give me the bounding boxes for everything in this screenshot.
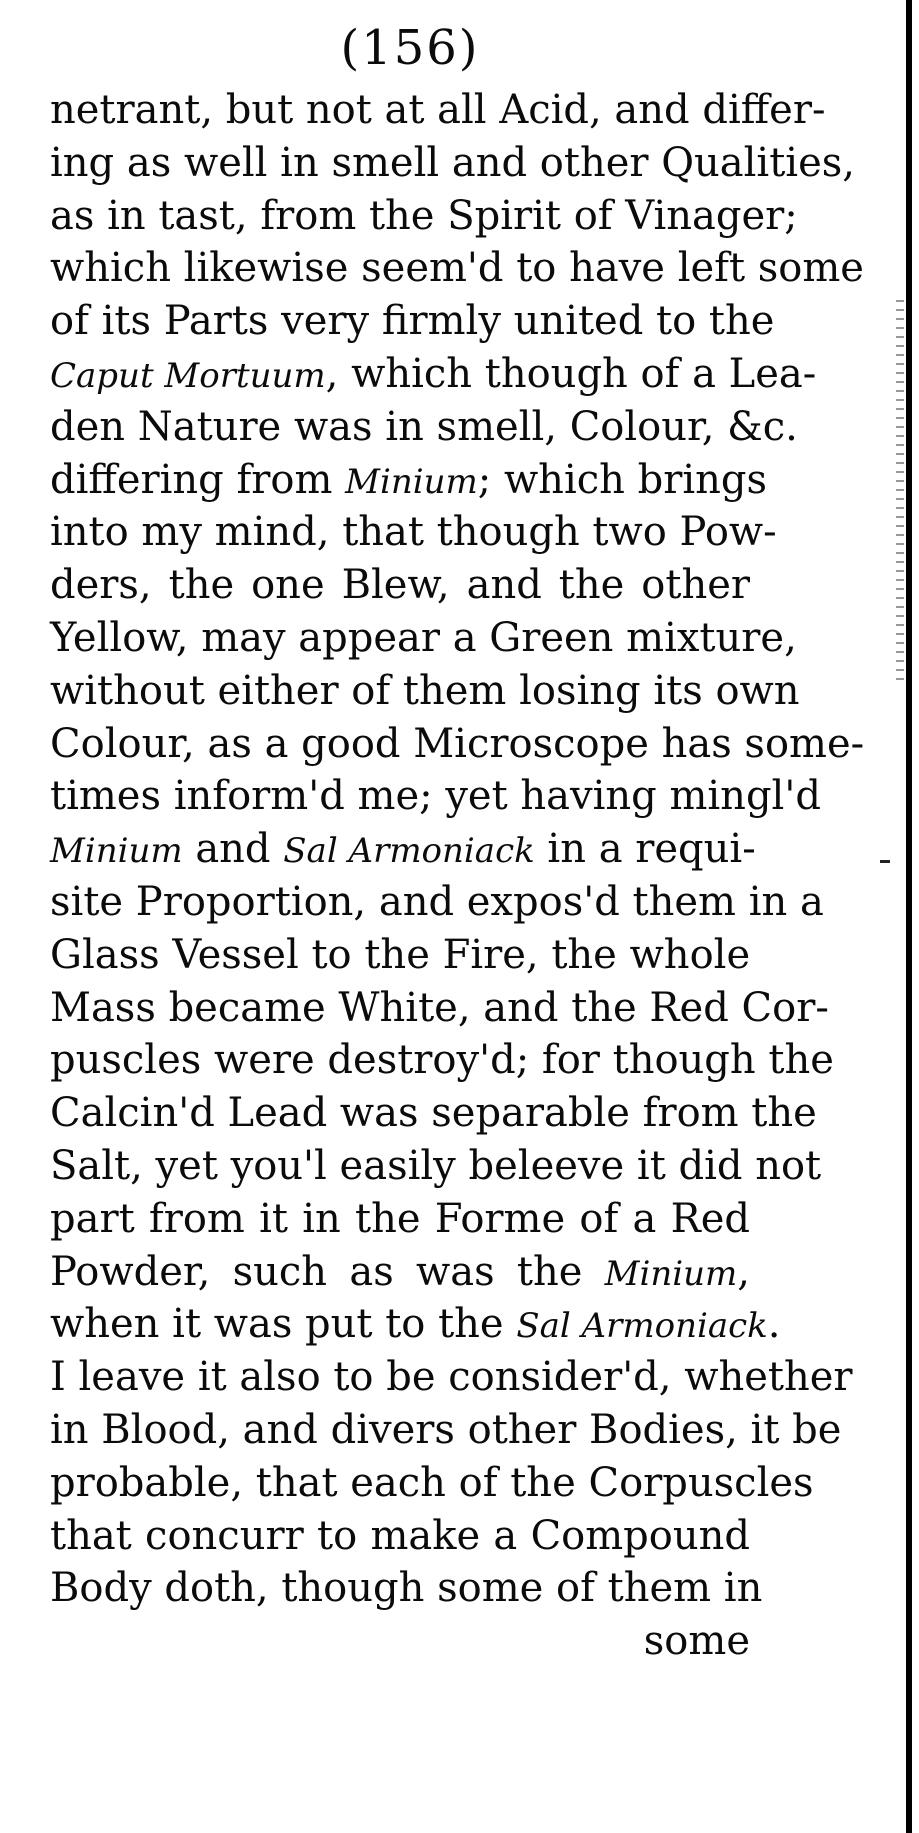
italic-term: Caput Mortuum — [50, 355, 326, 396]
catchword: some — [643, 1618, 750, 1665]
text-line: differing from Minium; which brings — [50, 456, 768, 503]
text-line: Caput Mortuum, which though of a Lea- — [50, 350, 817, 397]
text-line: times inform'd me; yet having mingl'd — [50, 773, 821, 820]
text-line: Salt, yet you'l easily beleeve it did not — [50, 1142, 822, 1189]
italic-term: Sal Armoniack — [283, 831, 535, 872]
body-text — [50, 84, 865, 1668]
text-line: when it was put to the Sal Armoniack. — [50, 1301, 781, 1348]
text-line: Calcin'd Lead was separable from the — [50, 1090, 817, 1137]
text-line: Glass Vessel to the Fire, the whole — [50, 931, 751, 978]
text-line: Mass became White, and the Red Cor- — [50, 984, 829, 1031]
page-number: (156) — [340, 20, 480, 76]
text-line: into my mind, that though two Pow- — [50, 509, 777, 556]
text-line: den Nature was in smell, Colour, &c. — [50, 403, 798, 450]
text-line: ing as well in smell and other Qualities, — [50, 139, 855, 186]
italic-term: Minium — [50, 831, 183, 872]
page-edge-rule — [906, 0, 912, 1833]
text-line: site Proportion, and expos'd them in a — [50, 878, 824, 925]
text-line: in Blood, and divers other Bodies, it be — [50, 1406, 842, 1453]
text-line: Yellow, may appear a Green mixture, — [50, 614, 797, 661]
text-line: Colour, as a good Microscope has some- — [50, 720, 865, 767]
text-line: Body doth, though some of them in — [50, 1565, 763, 1612]
text-line: ders, the one Blew, and the other — [50, 562, 750, 609]
text-line: part from it in the Forme of a Red — [50, 1195, 750, 1242]
text-line: as in tast, from the Spirit of Vinager; — [50, 192, 798, 239]
text-line: Powder, such as was the Minium, — [50, 1248, 750, 1295]
text-line: which likewise seem'd to have left some — [50, 245, 864, 292]
page-edge-marks — [896, 300, 904, 680]
italic-term: Minium — [345, 461, 478, 502]
text-line: probable, that each of the Corpuscles — [50, 1459, 814, 1506]
text-line: without either of them losing its own — [50, 667, 800, 714]
margin-mark — [880, 860, 890, 863]
text-line: that concurr to make a Compound — [50, 1512, 750, 1559]
text-line: Minium and Sal Armoniack in a requi- — [50, 826, 756, 873]
text-line: puscles were destroy'd; for though the — [50, 1037, 834, 1084]
text-line: netrant, but not at all Acid, and differ- — [50, 87, 826, 133]
italic-term: Sal Armoniack — [516, 1306, 768, 1347]
italic-term: Minium — [604, 1253, 738, 1294]
text-line: I leave it also to be consider'd, whether — [50, 1354, 853, 1401]
text-line: of its Parts very firmly united to the — [50, 298, 775, 345]
